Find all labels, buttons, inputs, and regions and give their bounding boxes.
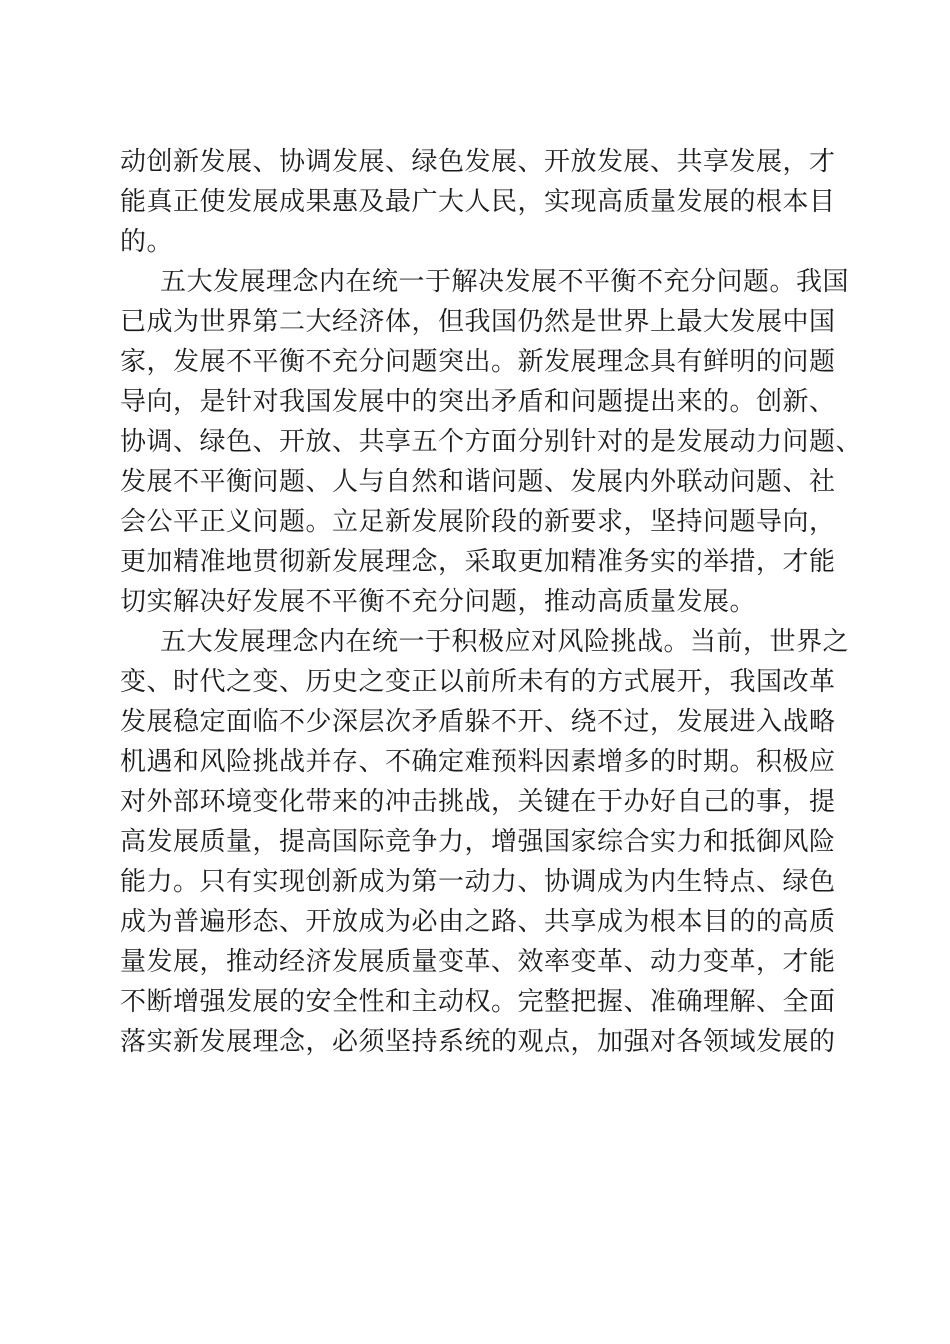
text-line: 对外部环境变化带来的冲击挑战，关键在于办好自己的事，提 <box>120 787 836 817</box>
text-line: 会公平正义问题。立足新发展阶段的新要求，坚持问题导向， <box>120 507 836 537</box>
text-line: 协调、绿色、开放、共享五个方面分别针对的是发展动力问题、 <box>120 427 863 457</box>
text-line: 能力。只有实现创新成为第一动力、协调成为内生特点、绿色 <box>120 867 836 897</box>
text-line: 导向，是针对我国发展中的突出矛盾和问题提出来的。创新、 <box>120 387 836 417</box>
text-line: 家，发展不平衡不充分问题突出。新发展理念具有鲜明的问题 <box>120 347 836 377</box>
text-line: 不断增强发展的安全性和主动权。完整把握、准确理解、全面 <box>120 987 836 1017</box>
text-line: 切实解决好发展不平衡不充分问题，推动高质量发展。 <box>120 587 757 617</box>
text-line: 已成为世界第二大经济体，但我国仍然是世界上最大发展中国 <box>120 307 836 337</box>
text-line: 量发展，推动经济发展质量变革、效率变革、动力变革，才能 <box>120 947 836 977</box>
text-line: 发展不平衡问题、人与自然和谐问题、发展内外联动问题、社 <box>120 467 836 497</box>
text-line: 发展稳定面临不少深层次矛盾躲不开、绕不过，发展进入战略 <box>120 707 836 737</box>
text-line: 更加精准地贯彻新发展理念，采取更加精准务实的举措，才能 <box>120 547 836 577</box>
paragraph-first-line: 五大发展理念内在统一于积极应对风险挑战。当前，世界之 <box>160 627 850 657</box>
text-line: 机遇和风险挑战并存、不确定难预料因素增多的时期。积极应 <box>120 747 836 777</box>
text-line: 能真正使发展成果惠及最广大人民，实现高质量发展的根本目 <box>120 187 836 217</box>
paragraph-first-line: 五大发展理念内在统一于解决发展不平衡不充分问题。我国 <box>160 267 850 297</box>
text-line: 的。 <box>120 227 174 257</box>
text-line: 落实新发展理念，必须坚持系统的观点，加强对各领域发展的 <box>120 1027 836 1057</box>
text-line: 高发展质量，提高国际竞争力，增强国家综合实力和抵御风险 <box>120 827 836 857</box>
text-line: 成为普遍形态、开放成为必由之路、共享成为根本目的的高质 <box>120 907 836 937</box>
body-text <box>120 142 863 1062</box>
text-line: 动创新发展、协调发展、绿色发展、开放发展、共享发展，才 <box>120 147 836 177</box>
text-line: 变、时代之变、历史之变正以前所未有的方式展开，我国改革 <box>120 667 836 697</box>
